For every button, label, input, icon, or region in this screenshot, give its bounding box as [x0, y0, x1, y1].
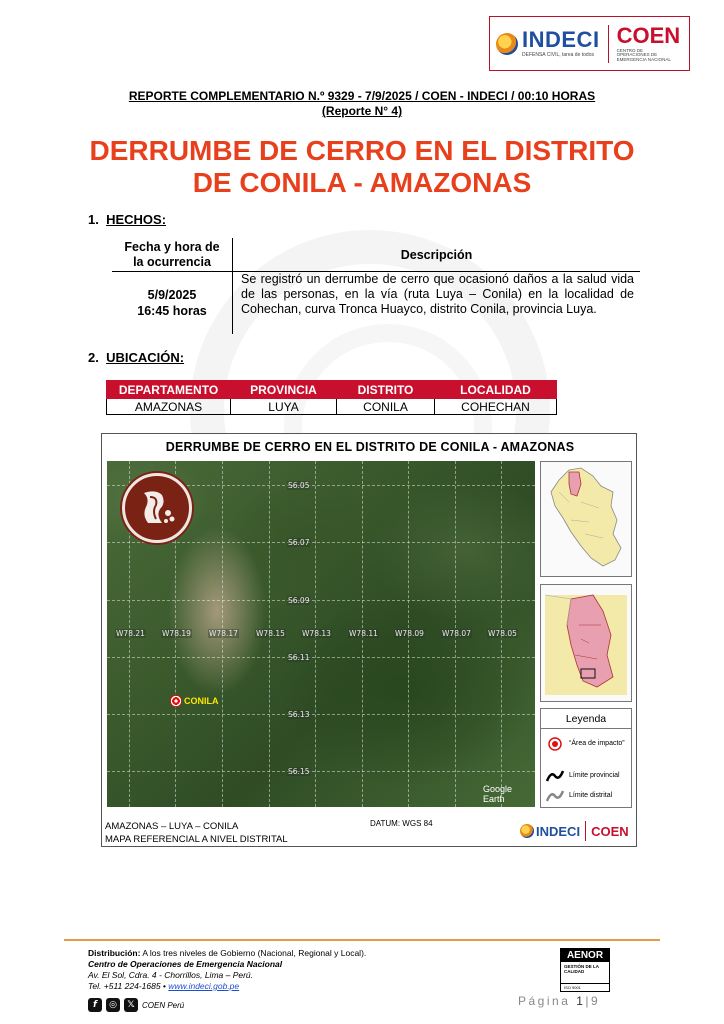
- col-header-date-line2: la ocurrencia: [133, 254, 211, 269]
- lon-label: W78.07: [442, 629, 471, 638]
- facebook-icon[interactable]: f: [88, 998, 102, 1012]
- col-header-date: [112, 238, 233, 271]
- hechos-data-row: [112, 272, 640, 334]
- value-distrito: CONILA: [337, 399, 435, 415]
- lat-label: S6.09: [288, 596, 310, 605]
- page-current: 1: [576, 994, 586, 1008]
- aenor-subtitle: GESTIÓN DE LA CALIDAD: [564, 964, 599, 974]
- legend-item-provincial: [545, 769, 620, 783]
- ubicacion-header-row: [107, 381, 557, 399]
- map-caption-line2: MAPA REFERENCIAL A NIVEL DISTRITAL: [105, 834, 288, 845]
- col-header-date-line1: Fecha y hora de: [124, 239, 220, 254]
- footer-address: Av. El Sol, Cdra. 4 - Chorrillos, Lima – Perú.: [88, 970, 254, 980]
- header-departamento: DEPARTAMENTO: [107, 381, 231, 399]
- coen-logo-text: COEN: [591, 823, 629, 839]
- map-caption: [105, 820, 288, 846]
- event-description: Se registró un derrumbe de cerro que ocasionó daños a la salud vida de las personas, en la vía (ruta Luya – Conila) en la localidad de Cohechan, curva Tronca Huayco, distrito Conila, provincia Luya.: [241, 272, 634, 316]
- lon-label: W78.17: [209, 629, 238, 638]
- section-ubicacion-heading: [88, 350, 184, 365]
- value-provincia: LUYA: [231, 399, 337, 415]
- page-number: Página 1|9: [518, 994, 601, 1008]
- section-label: UBICACIÓN:: [106, 350, 185, 365]
- legend-label-distrital: Límite distrital: [569, 792, 613, 799]
- col-header-description: Descripción: [400, 247, 473, 262]
- legend-item-distrital: [545, 789, 612, 803]
- aenor-code: ISO 9001: [561, 983, 609, 991]
- lat-label: S6.15: [288, 767, 310, 776]
- page-label: Página: [518, 994, 571, 1008]
- indeci-logo-text: INDECI: [536, 823, 581, 839]
- header-localidad: LOCALIDAD: [435, 381, 557, 399]
- footer-info: [88, 948, 366, 992]
- lon-label: W78.09: [395, 629, 424, 638]
- footer-phone: Tel. +511 224-1685 •: [88, 981, 166, 991]
- event-date: 5/9/2025: [147, 288, 197, 302]
- grid-line: [107, 542, 535, 543]
- event-time: 16:45 horas: [137, 304, 207, 318]
- header-distrito: DISTRITO: [337, 381, 435, 399]
- legend-title: Leyenda: [541, 709, 631, 729]
- lon-label: W78.05: [488, 629, 517, 638]
- coen-logo-text: COEN: [616, 22, 681, 48]
- place-label: CONILA: [184, 696, 219, 706]
- ubicacion-table: [106, 380, 557, 415]
- page-title-line2: DE CONILA - AMAZONAS: [192, 167, 532, 198]
- page-total: 9: [591, 994, 601, 1008]
- section-number: 2.: [88, 350, 99, 365]
- grid-line: [107, 600, 535, 601]
- lon-label: W78.13: [302, 629, 331, 638]
- indeci-logo-text: INDECI: [522, 27, 600, 52]
- footer-contact: [88, 981, 366, 992]
- legend-label-impact: “Área de impacto”: [569, 740, 625, 747]
- x-twitter-icon[interactable]: 𝕏: [124, 998, 138, 1012]
- lat-label: S6.07: [288, 538, 310, 547]
- legend-label-provincial: Límite provincial: [569, 772, 620, 779]
- value-localidad: COHECHAN: [435, 399, 557, 415]
- impact-area-icon: [545, 737, 565, 751]
- grid-line: [107, 714, 535, 715]
- report-number: (Reporte N° 4): [321, 104, 403, 118]
- lon-label: W78.15: [256, 629, 285, 638]
- footer-center: Centro de Operaciones de Emergencia Nacional: [88, 959, 283, 969]
- lat-label: S6.11: [288, 653, 310, 662]
- map-logos: [520, 818, 632, 844]
- lon-label: W78.19: [162, 629, 191, 638]
- map-datum: DATUM: WGS 84: [370, 819, 433, 828]
- grid-line: [107, 771, 535, 772]
- map-figure: [101, 433, 637, 847]
- section-label: HECHOS:: [106, 212, 167, 227]
- coen-tagline: CENTRO DE OPERACIONES DE EMERGENCIA NACIONAL: [616, 47, 671, 62]
- peru-inset-map: [540, 461, 632, 577]
- website-link[interactable]: www.indeci.gob.pe: [168, 981, 240, 991]
- header-logos: [489, 16, 690, 71]
- satellite-map: [107, 461, 535, 807]
- aenor-certification-badge: [560, 948, 610, 992]
- map-legend: [540, 708, 632, 808]
- value-departamento: AMAZONAS: [107, 399, 231, 415]
- lat-label: S6.05: [288, 481, 310, 490]
- distribution-text: A los tres niveles de Gobierno (Nacional, Regional y Local).: [140, 948, 367, 958]
- landslide-icon: [122, 473, 192, 543]
- legend-item-impact: [545, 737, 627, 751]
- amazonas-inset-map: [540, 584, 632, 702]
- lon-label: W78.21: [116, 629, 145, 638]
- page-title-line1: DERRUMBE DE CERRO EN EL DISTRITO: [89, 135, 635, 166]
- indeci-logo-icon: [520, 824, 534, 838]
- instagram-icon[interactable]: ◎: [106, 998, 120, 1012]
- ubicacion-data-row: [107, 399, 557, 415]
- event-datetime: [112, 272, 233, 334]
- header-provincia: PROVINCIA: [231, 381, 337, 399]
- grid-line: [107, 657, 535, 658]
- impact-area-marker-icon: [170, 695, 182, 707]
- social-links: [88, 998, 184, 1012]
- map-title: DERRUMBE DE CERRO EN EL DISTRITO DE CONILA - AMAZONAS: [165, 440, 575, 454]
- indeci-logo-icon: [496, 33, 518, 55]
- google-earth-label: Google Earth: [483, 784, 513, 804]
- section-number: 1.: [88, 212, 99, 227]
- provincial-boundary-icon: [545, 769, 565, 783]
- indeci-tagline: DEFENSA CIVIL, tarea de todos: [522, 52, 594, 58]
- social-handle: COEN Perú: [142, 1000, 185, 1010]
- logo-divider: [585, 821, 586, 841]
- logo-divider: [608, 25, 609, 63]
- distribution-label: Distribución:: [88, 948, 141, 958]
- lat-label: S6.13: [288, 710, 310, 719]
- aenor-logo-text: AENOR: [561, 949, 609, 962]
- district-boundary-icon: [545, 789, 565, 803]
- lon-label: W78.11: [349, 629, 378, 638]
- footer-divider: [64, 939, 660, 941]
- section-hechos-heading: [88, 212, 166, 227]
- report-reference: REPORTE COMPLEMENTARIO N.º 9329 - 7/9/2025 / COEN - INDECI / 00:10 HORAS: [128, 89, 596, 103]
- footer-distribution: [88, 948, 366, 959]
- hechos-table: [112, 238, 640, 334]
- map-caption-line1: AMAZONAS – LUYA – CONILA: [105, 821, 239, 832]
- hechos-header-row: [112, 238, 640, 272]
